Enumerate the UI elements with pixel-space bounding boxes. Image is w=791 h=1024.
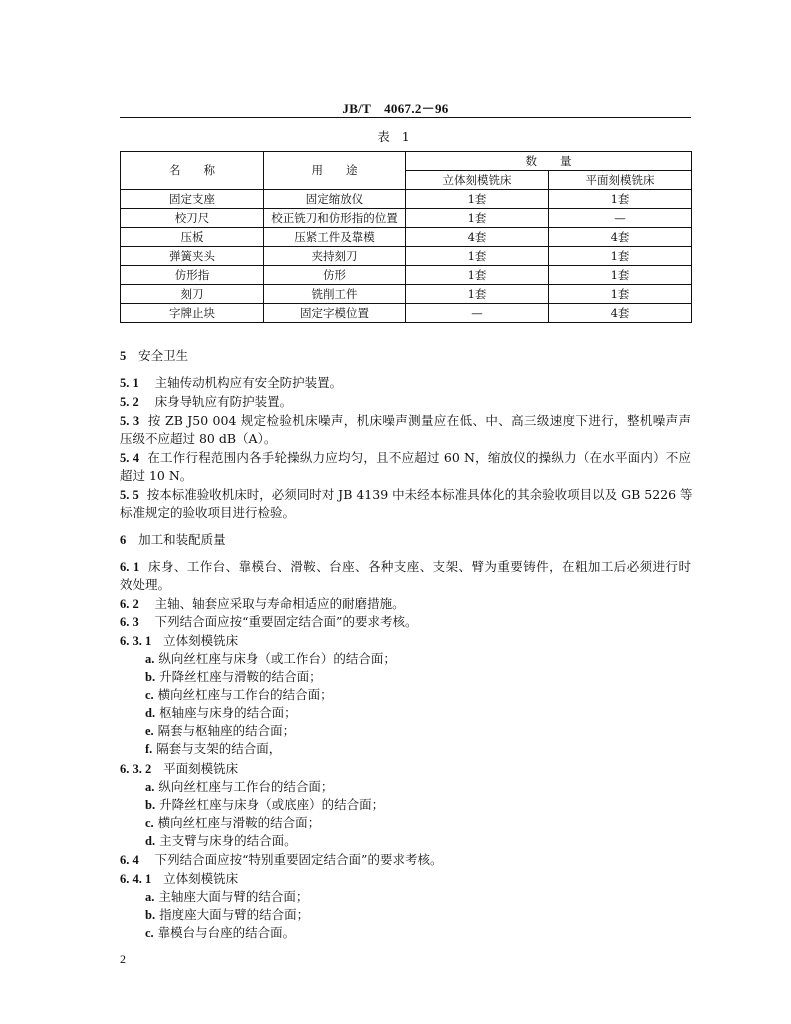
section-number: 5 xyxy=(120,349,127,363)
cell-name: 刻刀 xyxy=(121,285,264,304)
cell-use: 夹持刻刀 xyxy=(264,247,406,266)
item-key: c. xyxy=(145,688,154,702)
clause-6-2 xyxy=(120,595,691,613)
cell-use: 铣削工件 xyxy=(264,285,406,304)
accessory-table xyxy=(120,151,692,323)
cell-use: 固定字模位置 xyxy=(264,304,406,323)
clause-text: 主轴传动机构应有安全防护装置。 xyxy=(154,375,343,390)
list-item xyxy=(145,722,691,740)
item-text: 枢轴座与床身的结合面； xyxy=(159,705,297,720)
clause-6-1-line-2: 效处理。 xyxy=(120,577,171,592)
cell-qty-plane: — xyxy=(549,209,692,228)
cell-use: 压紧工件及靠模 xyxy=(264,228,406,247)
clause-number: 6. 1 xyxy=(120,560,140,574)
clause-text: 平面刻模铣床 xyxy=(163,761,239,776)
list-item xyxy=(145,668,691,686)
clause-5-4-line-2: 超过 10 N。 xyxy=(120,468,193,483)
cell-name: 压板 xyxy=(121,228,264,247)
cell-qty-vertical: 1套 xyxy=(406,209,549,228)
clause-6-1-line-1 xyxy=(120,558,691,576)
item-key: a. xyxy=(145,890,155,904)
clause-number: 5. 4 xyxy=(120,451,139,465)
cell-qty-plane: 1套 xyxy=(549,285,692,304)
cell-use: 固定缩放仪 xyxy=(264,190,406,209)
list-item xyxy=(145,814,691,832)
list-item xyxy=(145,704,691,722)
clause-number: 5. 3 xyxy=(120,414,140,428)
clause-number: 5. 2 xyxy=(120,395,139,409)
col-header-plane-mill: 平面刻模铣床 xyxy=(549,171,692,190)
item-text: 主支臂与床身的结合面。 xyxy=(159,833,297,848)
item-key: b. xyxy=(145,798,156,812)
cell-qty-vertical: 1套 xyxy=(406,266,549,285)
clause-text: 下列结合面应按“特别重要固定结合面”的要求考核。 xyxy=(154,852,443,867)
clause-5-1 xyxy=(120,374,691,392)
item-text: 主轴座大面与臂的结合面； xyxy=(158,889,309,904)
table-row xyxy=(121,304,692,323)
section-number: 6 xyxy=(120,533,127,547)
item-text: 升降丝杠座与床身（或底座）的结合面； xyxy=(159,797,385,812)
item-text: 横向丝杠座与滑鞍的结合面； xyxy=(157,815,321,830)
item-text: 隔套与枢轴座的结合面； xyxy=(157,723,296,738)
list-item xyxy=(145,778,691,796)
table-title: 表 1 xyxy=(377,129,414,144)
item-key: c. xyxy=(145,926,154,940)
item-key: b. xyxy=(145,908,156,922)
section-6-heading xyxy=(120,531,691,549)
clause-text: 按 ZB J50 004 规定检验机床噪声，机床噪声测量应在低、中、高三级速度下进行，整机噪声声 xyxy=(147,413,691,428)
table-row xyxy=(121,209,692,228)
col-header-use: 用 途 xyxy=(264,152,406,190)
table-row xyxy=(121,247,692,266)
clause-number: 5. 1 xyxy=(120,376,139,390)
page-number: 2 xyxy=(120,952,126,966)
cell-name: 固定支座 xyxy=(121,190,264,209)
cell-name: 弹簧夹头 xyxy=(121,247,264,266)
list-item xyxy=(145,906,691,924)
item-text: 纵向丝杠座与工作台的结合面； xyxy=(158,779,334,794)
cell-name: 校刀尺 xyxy=(121,209,264,228)
clause-text: 立体刻模铣床 xyxy=(163,633,239,648)
cell-qty-vertical: 4套 xyxy=(406,228,549,247)
cell-qty-vertical: — xyxy=(406,304,549,323)
cell-qty-plane: 1套 xyxy=(549,190,692,209)
cell-use: 校正铣刀和仿形指的位置 xyxy=(264,209,406,228)
cell-name: 字牌止块 xyxy=(121,304,264,323)
table-row xyxy=(121,266,692,285)
col-header-vertical-mill: 立体刻模铣床 xyxy=(406,171,549,190)
item-key: f. xyxy=(145,742,153,756)
cell-qty-plane: 4套 xyxy=(549,304,692,323)
clause-text: 主轴、轴套应采取与寿命相适应的耐磨措施。 xyxy=(154,596,405,611)
section-title: 加工和装配质量 xyxy=(138,532,226,547)
item-text: 纵向丝杠座与床身（或工作台）的结合面； xyxy=(158,651,396,666)
clause-number: 5. 5 xyxy=(120,488,139,502)
section-5-heading xyxy=(120,347,691,365)
table-row xyxy=(121,285,692,304)
table-row xyxy=(121,228,692,247)
clause-6-4 xyxy=(120,851,691,869)
clause-number: 6. 4. 1 xyxy=(120,872,152,886)
clause-5-5-line-2: 标准规定的验收项目进行检验。 xyxy=(120,505,296,520)
item-text: 指度座大面与臂的结合面； xyxy=(159,907,310,922)
clause-text: 立体刻模铣床 xyxy=(163,871,239,886)
clause-number: 6. 4 xyxy=(120,853,139,867)
clause-5-3-line-2: 压级不应超过 80 dB（A）。 xyxy=(120,431,277,446)
list-item xyxy=(145,924,691,942)
list-item xyxy=(145,888,691,906)
cell-qty-plane: 4套 xyxy=(549,228,692,247)
clause-text: 在工作行程范围内各手轮操纵力应均匀，且不应超过 60 N，缩放仪的操纵力（在水平面内）不应 xyxy=(147,450,692,465)
clause-number: 6. 2 xyxy=(120,597,139,611)
item-key: a. xyxy=(145,780,155,794)
header-rule xyxy=(120,117,691,118)
item-text: 升降丝杠座与滑鞍的结合面； xyxy=(159,669,322,684)
list-item xyxy=(145,686,691,704)
clause-6-3-2 xyxy=(120,760,691,778)
item-key: a. xyxy=(145,652,155,666)
clause-5-2 xyxy=(120,393,691,411)
clause-6-3 xyxy=(120,613,691,631)
list-item xyxy=(145,740,691,758)
clause-5-5-line-1 xyxy=(120,486,691,504)
cell-qty-vertical: 1套 xyxy=(406,285,549,304)
clause-5-3-line-1 xyxy=(120,412,691,430)
item-text: 横向丝杠座与工作台的结合面； xyxy=(157,687,333,702)
cell-qty-plane: 1套 xyxy=(549,247,692,266)
clause-text: 下列结合面应按“重要固定结合面”的要求考核。 xyxy=(154,614,418,629)
list-item xyxy=(145,650,691,668)
item-key: c. xyxy=(145,816,154,830)
cell-name: 仿形指 xyxy=(121,266,264,285)
item-key: d. xyxy=(145,706,156,720)
col-header-quantity: 数 量 xyxy=(406,152,692,171)
clause-text: 床身、工作台、靠模台、滑鞍、台座、各种支座、支架、臂为重要铸件，在粗加工后必须进行时 xyxy=(148,559,691,574)
cell-qty-plane: 1套 xyxy=(549,266,692,285)
clause-number: 6. 3 xyxy=(120,615,139,629)
clause-6-4-1 xyxy=(120,870,691,888)
table-row xyxy=(121,190,692,209)
cell-qty-vertical: 1套 xyxy=(406,247,549,266)
item-key: b. xyxy=(145,670,156,684)
list-item xyxy=(145,832,691,850)
cell-use: 仿形 xyxy=(264,266,406,285)
section-title: 安全卫生 xyxy=(138,348,189,363)
document-code-header: JB/T 4067.2－96 xyxy=(342,101,449,116)
item-key: d. xyxy=(145,834,156,848)
col-header-name: 名 称 xyxy=(121,152,264,190)
clause-number: 6. 3. 1 xyxy=(120,634,152,648)
clause-text: 床身导轨应有防护装置。 xyxy=(154,394,293,409)
item-key: e. xyxy=(145,724,154,738)
cell-qty-vertical: 1套 xyxy=(406,190,549,209)
clause-text: 按本标准验收机床时，必须同时对 JB 4139 中未经本标准具体化的其余验收项目以及 GB 5226 等 xyxy=(146,487,693,502)
item-text: 靠模台与台座的结合面。 xyxy=(157,925,296,940)
clause-6-3-1 xyxy=(120,632,691,650)
list-item xyxy=(145,796,691,814)
clause-number: 6. 3. 2 xyxy=(120,762,152,776)
item-text: 隔套与支架的结合面， xyxy=(156,741,282,756)
clause-5-4-line-1 xyxy=(120,449,691,467)
